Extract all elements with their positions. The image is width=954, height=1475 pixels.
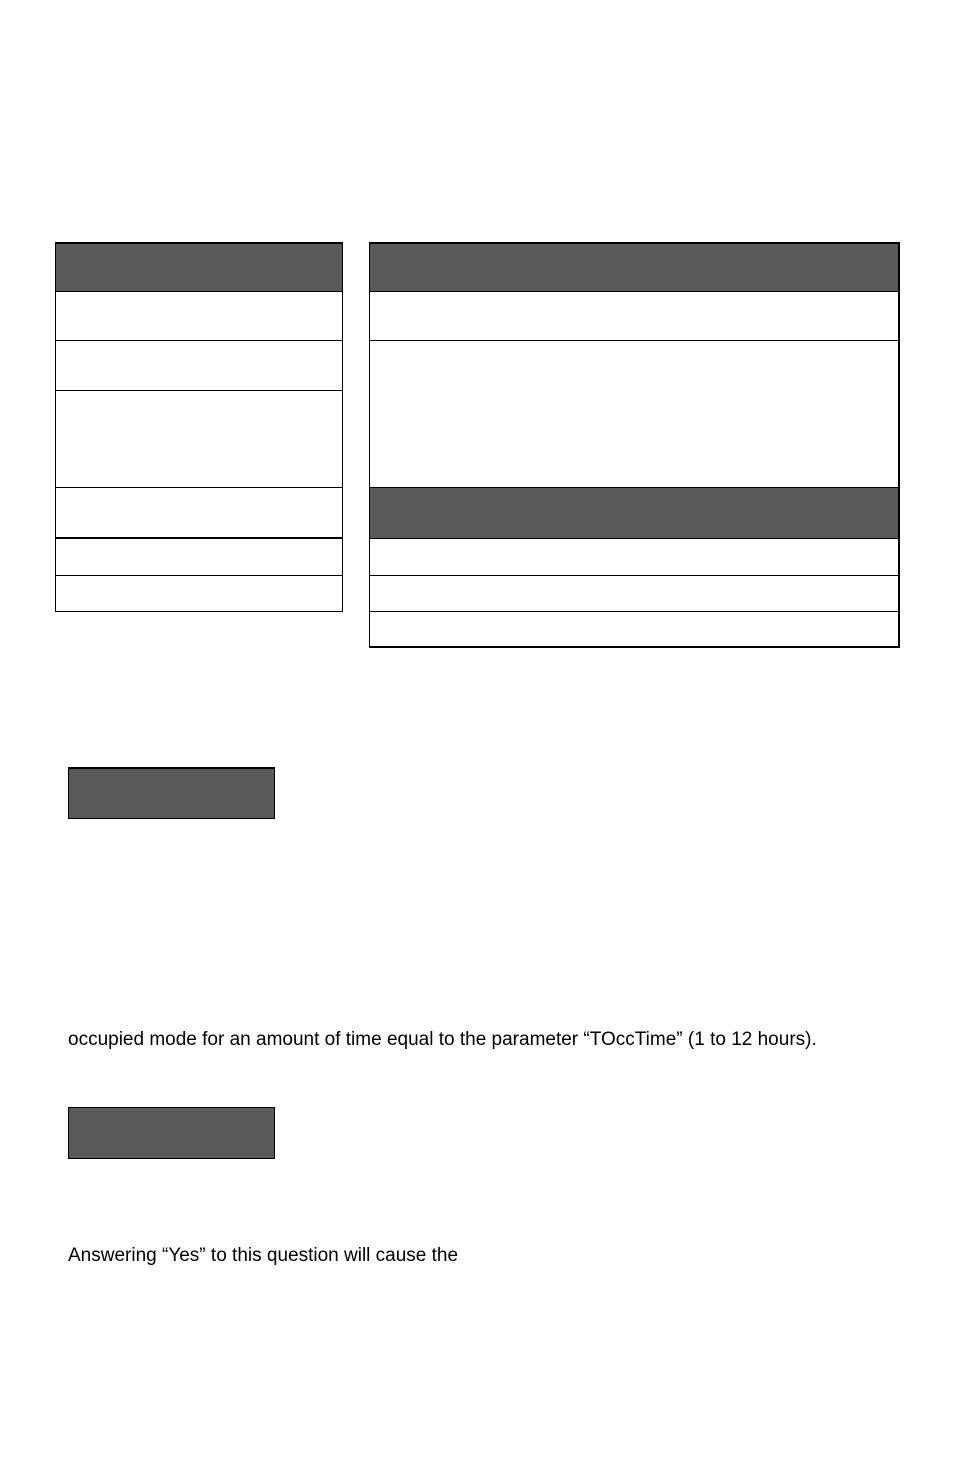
- right-table-row-4: [369, 575, 900, 612]
- right-table-row-2: [369, 340, 900, 488]
- left-table-row-2: [55, 340, 343, 391]
- right-table-row-1: [369, 291, 900, 341]
- left-table-row-6: [55, 575, 343, 612]
- left-table-row-5: [55, 538, 343, 576]
- answering-yes-paragraph: Answering “Yes” to this question will cause the: [68, 1245, 459, 1266]
- left-table-row-4: [55, 487, 343, 539]
- left-table-header: [55, 242, 343, 292]
- right-table-row-5: [369, 611, 900, 648]
- section-heading-block-2: [68, 1107, 275, 1159]
- right-table-row-3: [369, 538, 900, 576]
- section-heading-block-1: [68, 767, 275, 819]
- right-table-subheader: [369, 487, 900, 539]
- left-table-row-1: [55, 291, 343, 341]
- right-table-header: [369, 242, 900, 292]
- occupied-mode-paragraph: occupied mode for an amount of time equal to the parameter “TOccTime” (1 to 12 hours).: [68, 1029, 817, 1050]
- left-table-row-3: [55, 390, 343, 488]
